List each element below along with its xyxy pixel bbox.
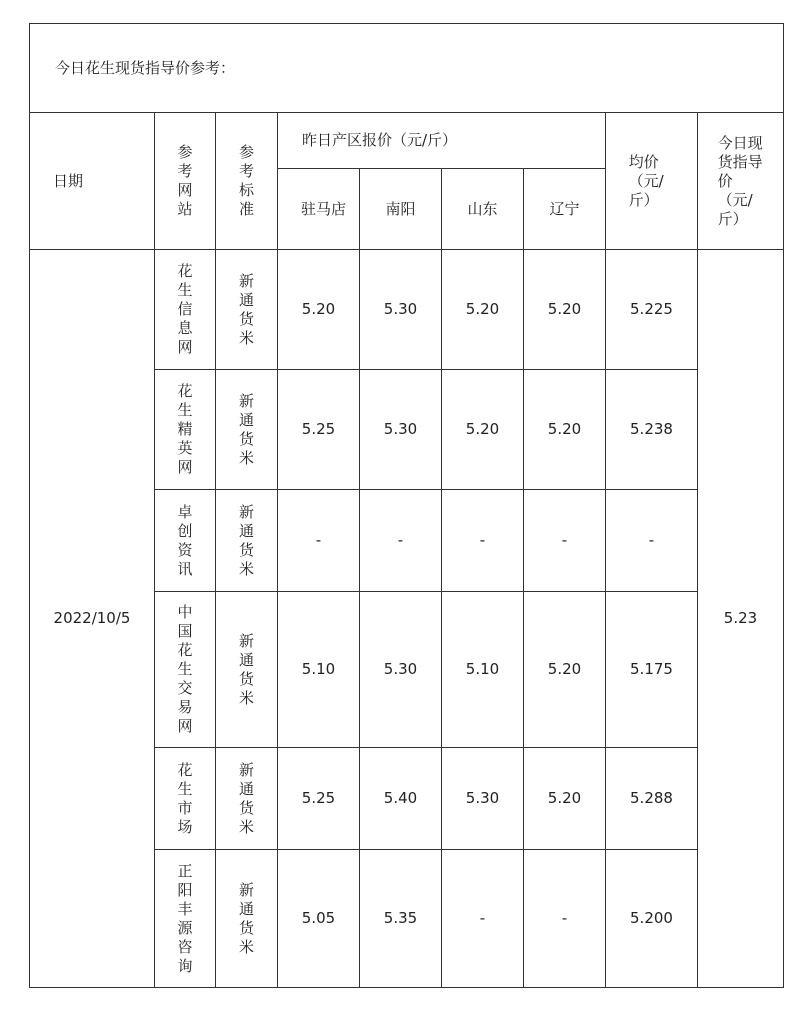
site-cell: 花生市场 (155, 748, 216, 850)
site-cell: 花生信息网 (155, 250, 216, 370)
price-shandong: 5.10 (442, 592, 524, 748)
avg-cell: 5.200 (606, 850, 698, 988)
header-guide-price: 今日现货指导价（元/斤） (698, 113, 784, 250)
guide-price-cell: 5.23 (698, 250, 784, 988)
price-zhumadian: 5.25 (278, 370, 360, 490)
site-cell: 卓创资讯 (155, 490, 216, 592)
price-shandong: - (442, 850, 524, 988)
date-cell: 2022/10/5 (30, 250, 155, 988)
avg-cell: 5.225 (606, 250, 698, 370)
price-table (29, 23, 784, 988)
price-nanyang: 5.35 (360, 850, 442, 988)
avg-cell: 5.175 (606, 592, 698, 748)
standard-cell: 新通货米 (216, 370, 278, 490)
avg-cell: - (606, 490, 698, 592)
standard-cell: 新通货米 (216, 250, 278, 370)
header-region-nanyang: 南阳 (360, 169, 442, 250)
price-shandong: 5.30 (442, 748, 524, 850)
price-shandong: 5.20 (442, 370, 524, 490)
price-nanyang: 5.30 (360, 250, 442, 370)
header-average: 均价（元/斤） (606, 113, 698, 250)
standard-cell: 新通货米 (216, 490, 278, 592)
price-liaoning: 5.20 (524, 370, 606, 490)
avg-cell: 5.238 (606, 370, 698, 490)
header-yesterday-quotes: 昨日产区报价（元/斤） (278, 113, 606, 169)
price-liaoning: - (524, 490, 606, 592)
site-cell: 花生精英网 (155, 370, 216, 490)
header-region-shandong: 山东 (442, 169, 524, 250)
price-zhumadian: 5.10 (278, 592, 360, 748)
price-shandong: - (442, 490, 524, 592)
table-title: 今日花生现货指导价参考： (30, 24, 784, 113)
site-cell: 中国花生交易网 (155, 592, 216, 748)
header-region-zhumadian: 驻马店 (278, 169, 360, 250)
table-row (30, 250, 784, 370)
price-liaoning: - (524, 850, 606, 988)
price-zhumadian: 5.25 (278, 748, 360, 850)
standard-cell: 新通货米 (216, 748, 278, 850)
standard-cell: 新通货米 (216, 592, 278, 748)
price-liaoning: 5.20 (524, 250, 606, 370)
standard-cell: 新通货米 (216, 850, 278, 988)
header-date: 日期 (30, 113, 155, 250)
price-nanyang: 5.40 (360, 748, 442, 850)
price-nanyang: 5.30 (360, 592, 442, 748)
price-nanyang: 5.30 (360, 370, 442, 490)
price-nanyang: - (360, 490, 442, 592)
price-zhumadian: - (278, 490, 360, 592)
site-cell: 正阳丰源咨询 (155, 850, 216, 988)
price-liaoning: 5.20 (524, 592, 606, 748)
header-region-liaoning: 辽宁 (524, 169, 606, 250)
price-shandong: 5.20 (442, 250, 524, 370)
avg-cell: 5.288 (606, 748, 698, 850)
price-zhumadian: 5.20 (278, 250, 360, 370)
header-site: 参考网站 (155, 113, 216, 250)
price-liaoning: 5.20 (524, 748, 606, 850)
price-zhumadian: 5.05 (278, 850, 360, 988)
header-standard: 参考标准 (216, 113, 278, 250)
